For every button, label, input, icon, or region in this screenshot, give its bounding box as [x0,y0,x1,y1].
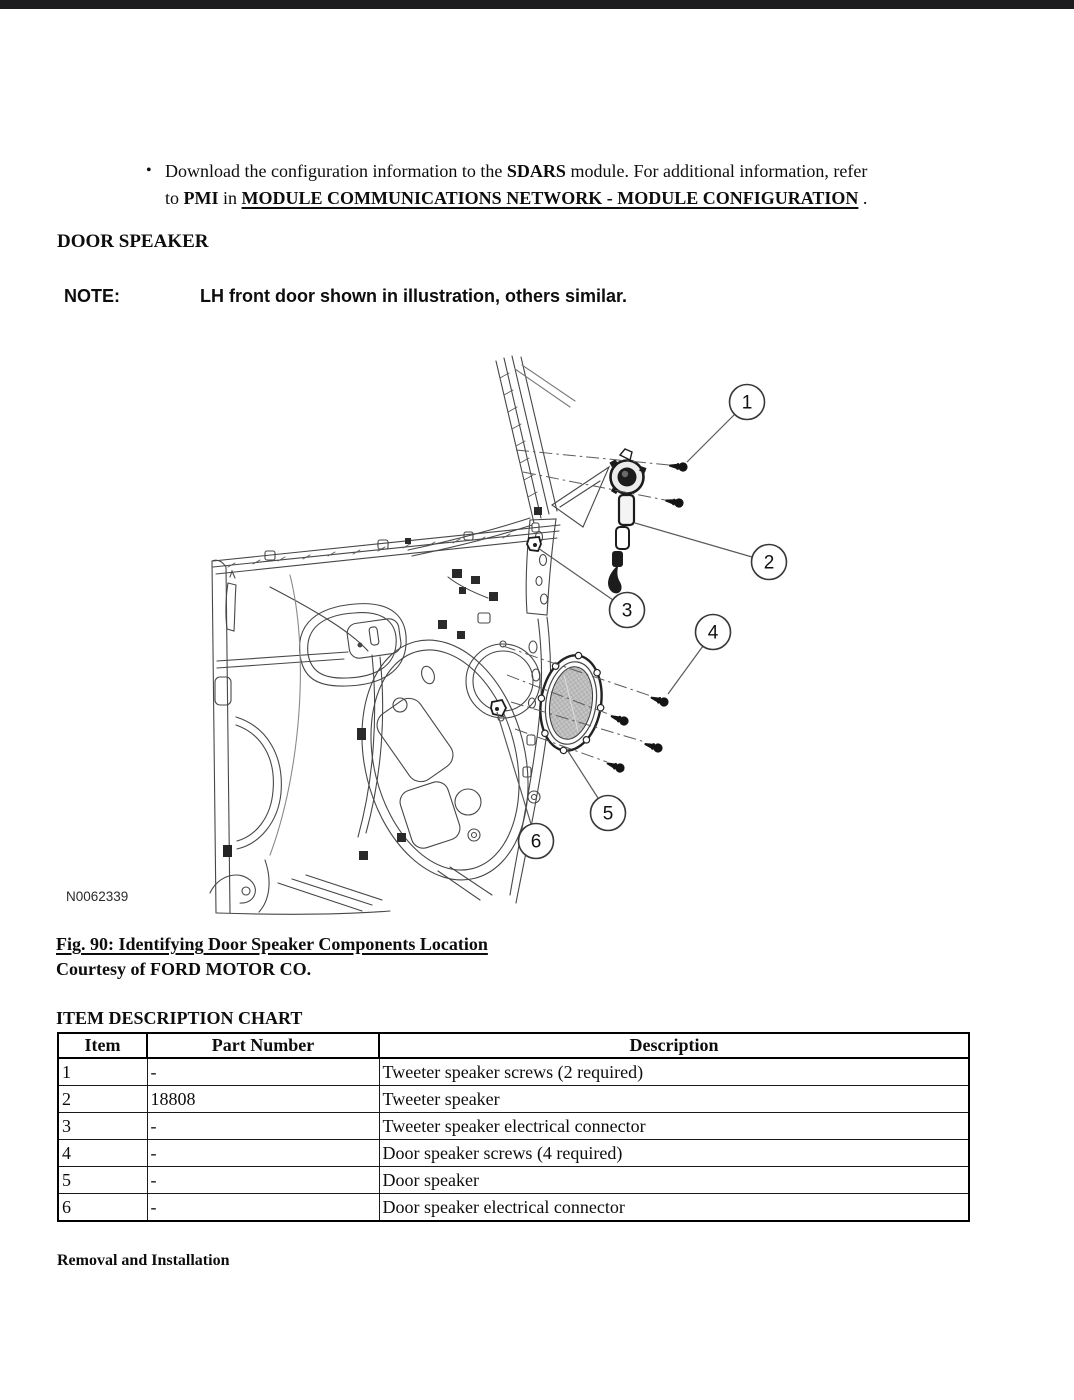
col-header-description: Description [379,1033,969,1058]
bullet-text-segment: module. For additional information, refer [565,161,868,181]
part-number-cell: - [147,1167,379,1194]
drawing-id-label: N0062339 [66,889,129,904]
callout-3 [610,593,645,628]
col-header-item: Item [58,1033,147,1058]
bullet-text [165,158,1026,211]
description-cell: Door speaker screws (4 required) [379,1140,969,1167]
item-chart-title: ITEM DESCRIPTION CHART [56,1008,303,1028]
bullet-text-segment: Download the configuration information to the [165,161,507,181]
bullet-marker: • [146,162,152,179]
svg-text:4: 4 [707,622,719,644]
table-row [58,1113,969,1140]
svg-text:6: 6 [530,831,542,853]
svg-text:3: 3 [621,600,633,622]
section-title: DOOR SPEAKER [57,231,209,252]
figure-caption-link[interactable]: Fig. 90: Identifying Door Speaker Components Location [56,934,488,954]
item-description-table [57,1032,970,1222]
callout-5 [591,796,626,831]
table-header-row [58,1033,969,1058]
figure-credit: Courtesy of FORD MOTOR CO. [56,959,312,979]
tweeter-screw [664,496,684,509]
table-row [58,1194,969,1222]
top-bar [0,0,1074,9]
item-cell: 6 [58,1194,147,1222]
part-number-cell: - [147,1194,379,1222]
description-cell: Door speaker [379,1167,969,1194]
table-row [58,1086,969,1113]
callout-4 [696,615,731,650]
description-cell: Tweeter speaker electrical connector [379,1113,969,1140]
part-number-cell: - [147,1113,379,1140]
door-speaker-screw [609,712,630,727]
door-speaker-connector-clip [491,700,506,716]
part-number-cell: - [147,1058,379,1086]
item-cell: 1 [58,1058,147,1086]
note-label: NOTE: [64,286,120,306]
item-cell: 5 [58,1167,147,1194]
table-row [58,1167,969,1194]
sdars-keyword: SDARS [506,161,566,181]
figure-illustration [60,355,800,915]
callout-6 [519,824,554,859]
door-speaker-screw [643,740,663,754]
part-number-cell: 18808 [147,1086,379,1113]
pmi-keyword: PMI [183,187,219,208]
removal-installation-subheading: Removal and Installation [57,1252,230,1269]
note-text: LH front door shown in illustration, others similar. [200,286,628,306]
item-cell: 3 [58,1113,147,1140]
bullet-text-segment: . [858,187,868,208]
module-configuration-link[interactable]: MODULE COMMUNICATIONS NETWORK - MODULE CONFIGURATION [241,187,859,208]
callout-2 [752,545,787,580]
svg-text:5: 5 [602,803,614,825]
tweeter-assembly [608,449,646,593]
bullet-item [146,158,1026,211]
note-row [64,286,628,307]
tweeter-screw [669,461,688,472]
callouts [519,385,787,859]
door-speaker-screw [649,693,670,708]
svg-text:2: 2 [763,552,775,574]
col-header-part-number: Part Number [147,1033,379,1058]
item-cell: 2 [58,1086,147,1113]
part-number-cell: - [147,1140,379,1167]
door-speaker [530,647,612,759]
description-cell: Door speaker electrical connector [379,1194,969,1222]
bullet-text-segment: to [165,187,184,208]
item-cell: 4 [58,1140,147,1167]
description-cell: Tweeter speaker screws (2 required) [379,1058,969,1086]
description-cell: Tweeter speaker [379,1086,969,1113]
door-speaker-exploded-view [60,355,800,915]
table-row [58,1140,969,1167]
door-speaker-screw [605,759,626,774]
table-row [58,1058,969,1086]
callout-1 [730,385,765,420]
svg-text:1: 1 [741,392,753,414]
bullet-text-segment: in [218,187,242,208]
